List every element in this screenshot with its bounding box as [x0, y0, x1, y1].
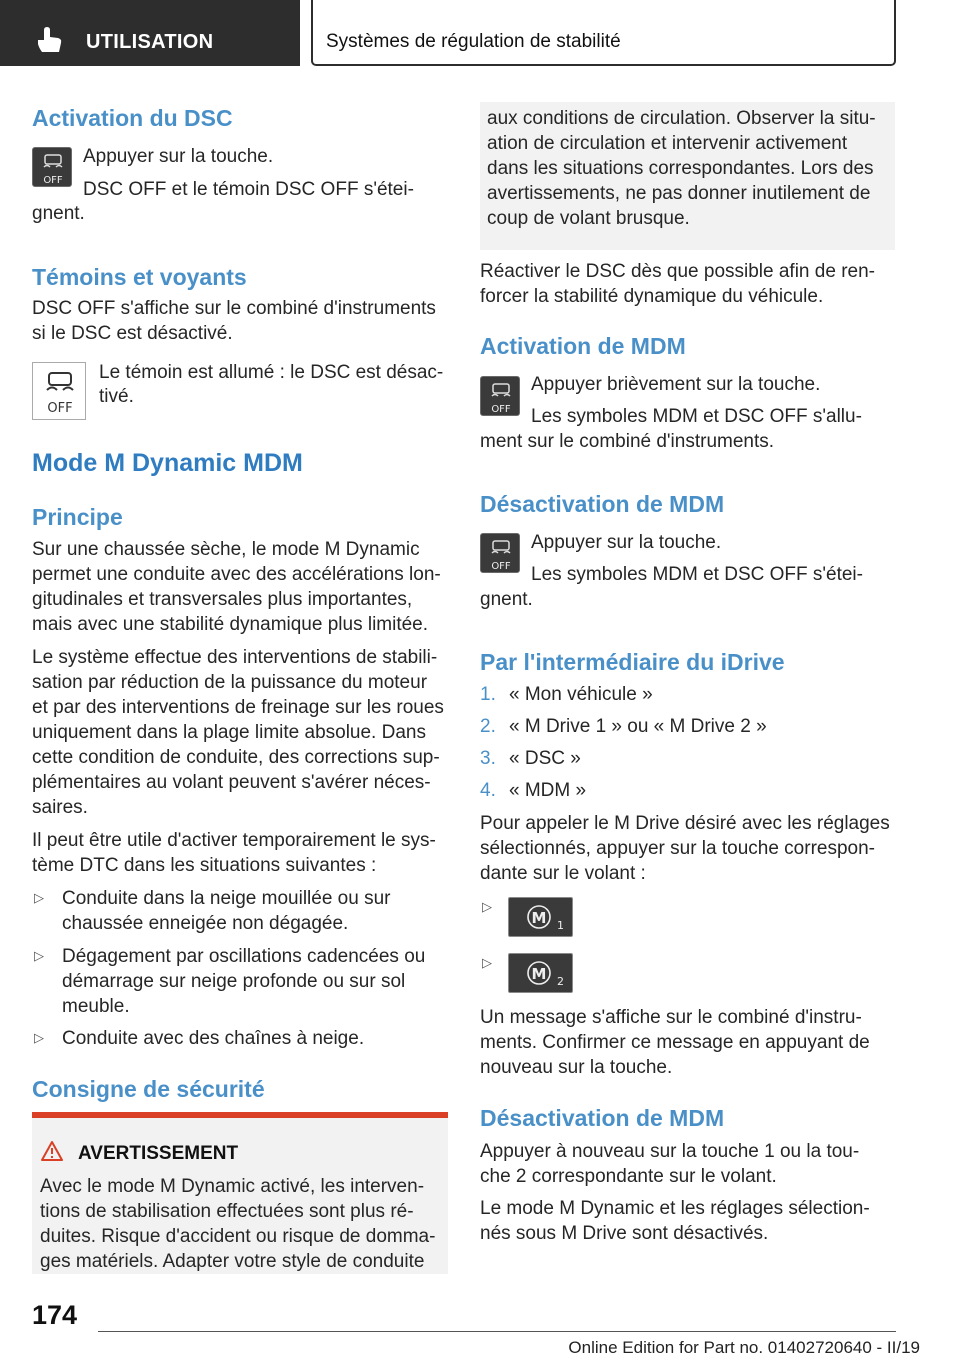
text-line: uniquement dans la plage limite absolue. Dans	[32, 722, 426, 743]
text-line: Pour appeler le M Drive désiré avec les réglages	[480, 813, 890, 834]
text-line: Sur une chaussée sèche, le mode M Dynamic	[32, 539, 420, 560]
step-text: « Mon véhicule »	[509, 684, 653, 705]
list-item-line: Conduite dans la neige mouillée ou sur	[62, 888, 391, 909]
warning-triangle-icon	[40, 1140, 64, 1162]
warning-line: coup de volant brusque.	[487, 208, 690, 229]
text-line: gnent.	[480, 589, 533, 610]
text-line: Le système effectue des interventions de stabili‐	[32, 647, 438, 668]
heading-consigne: Consigne de sécurité	[32, 1076, 265, 1102]
text-line: Appuyer à nouveau sur la touche 1 ou la tou‐	[480, 1141, 860, 1162]
text-line: saires.	[32, 797, 88, 818]
text-line: Le mode M Dynamic et les réglages sélection‐	[480, 1198, 870, 1219]
step-number: 4.	[480, 780, 496, 801]
step-text: « DSC »	[509, 748, 581, 769]
text-line: mais avec une stabilité dynamique plus limitée.	[32, 614, 429, 635]
svg-text:OFF: OFF	[491, 404, 511, 415]
warning-line: duites. Risque d'accident ou risque de domma‐	[40, 1226, 436, 1247]
text-line: nouveau sur la touche.	[480, 1057, 673, 1078]
svg-text:OFF: OFF	[491, 561, 511, 572]
list-item-line: démarrage sur neige profonde ou sur sol	[62, 971, 406, 992]
text-line: si le DSC est désactivé.	[32, 323, 233, 344]
text-line: gnent.	[32, 203, 85, 224]
hand-pointer-icon	[32, 26, 66, 54]
text-line: Réactiver le DSC dès que possible afin de ren‐	[480, 261, 875, 282]
text-line: che 2 correspondante sur le volant.	[480, 1166, 777, 1187]
bullet-icon: ▷	[34, 948, 44, 963]
heading-temoins: Témoins et voyants	[32, 264, 247, 290]
text-line: sélectionnés, appuyer sur la touche correspon‐	[480, 838, 876, 859]
svg-text:1: 1	[557, 919, 564, 932]
svg-text:2: 2	[557, 975, 564, 988]
warning-line: aux conditions de circulation. Observer la situ‐	[487, 108, 876, 129]
text-line: ments. Confirmer ce message en appuyant de	[480, 1032, 870, 1053]
text-line: sation par réduction de la puissance du moteur	[32, 672, 428, 693]
m1-button-icon	[508, 897, 573, 937]
text-line: et par des interventions de freinage sur les roues	[32, 697, 444, 718]
heading-principe: Principe	[32, 504, 123, 530]
list-item-line: meuble.	[62, 996, 130, 1017]
step-number: 3.	[480, 748, 496, 769]
text-line: nés sous M Drive sont désactivés.	[480, 1223, 769, 1244]
heading-activation-mdm: Activation de MDM	[480, 333, 686, 359]
text-line: Les symboles MDM et DSC OFF s'étei‐	[531, 564, 863, 585]
text-line: ment sur le combiné d'instruments.	[480, 431, 775, 452]
header-title: Systèmes de régulation de stabilité	[326, 31, 621, 52]
bullet-icon: ▷	[482, 899, 492, 914]
text-line: dante sur le volant :	[480, 863, 646, 884]
text-line: Les symboles MDM et DSC OFF s'allu‐	[531, 406, 862, 427]
text-line: Appuyer sur la touche.	[83, 146, 274, 167]
step-number: 2.	[480, 716, 496, 737]
heading-desactivation-mdm: Désactivation de MDM	[480, 491, 725, 517]
warning-line: Avec le mode M Dynamic activé, les interven‐	[40, 1176, 425, 1197]
list-item-line: chaussée enneigée non dégagée.	[62, 913, 349, 934]
text-line: DSC OFF s'affiche sur le combiné d'instruments	[32, 298, 436, 319]
footer-edition: Online Edition for Part no. 01402720640 - II/19	[568, 1338, 920, 1357]
svg-text:OFF: OFF	[43, 175, 63, 186]
mdm-button-icon	[480, 533, 520, 573]
svg-text:M: M	[531, 965, 547, 983]
step-text: « M Drive 1 » ou « M Drive 2 »	[509, 716, 767, 737]
text-line: tivé.	[99, 386, 134, 407]
step-number: 1.	[480, 684, 496, 705]
header-section-label: UTILISATION	[86, 31, 214, 53]
footer-divider	[98, 1331, 896, 1332]
svg-text:OFF: OFF	[47, 401, 73, 416]
dsc-off-button-icon	[32, 147, 72, 187]
bullet-icon: ▷	[34, 890, 44, 905]
text-line: gitudinales et transversales plus importantes,	[32, 589, 413, 610]
page-number: 174	[32, 1300, 78, 1330]
text-line: Appuyer sur la touche.	[531, 532, 722, 553]
bullet-icon: ▷	[482, 955, 492, 970]
warning-line: tions de stabilisation effectuées sont plus ré‐	[40, 1201, 414, 1222]
text-line: Le témoin est allumé : le DSC est désac‐	[99, 362, 444, 383]
step-text: « MDM »	[509, 780, 587, 801]
warning-line: ation de circulation et intervenir activement	[487, 133, 848, 154]
text-line: Appuyer brièvement sur la touche.	[531, 374, 821, 395]
warning-line: ges matériels. Adapter votre style de conduite	[40, 1251, 425, 1272]
heading-desactivation-mdm-2: Désactivation de MDM	[480, 1105, 725, 1131]
mdm-button-icon	[480, 376, 520, 416]
heading-idrive: Par l'intermédiaire du iDrive	[480, 649, 785, 675]
text-line: tème DTC dans les situations suivantes :	[32, 855, 377, 876]
text-line: DSC OFF et le témoin DSC OFF s'étei‐	[83, 179, 414, 200]
warning-title: AVERTISSEMENT	[78, 1143, 239, 1164]
list-item-line: Conduite avec des chaînes à neige.	[62, 1028, 365, 1049]
bullet-icon: ▷	[34, 1030, 44, 1045]
text-line: Il peut être utile d'activer temporairement le sys‐	[32, 830, 436, 851]
dsc-off-indicator-icon	[32, 362, 86, 420]
text-line: plémentaires au volant peuvent s'avérer néces‐	[32, 772, 431, 793]
text-line: cette condition de conduite, des corrections sup‐	[32, 747, 440, 768]
heading-mode-mdm: Mode M Dynamic MDM	[32, 449, 303, 477]
heading-activation-dsc: Activation du DSC	[32, 105, 233, 131]
text-line: permet une conduite avec des accélérations lon‐	[32, 564, 441, 585]
text-line: forcer la stabilité dynamique du véhicule.	[480, 286, 824, 307]
svg-text:M: M	[531, 909, 547, 927]
text-line: Un message s'affiche sur le combiné d'instru‐	[480, 1007, 862, 1028]
warning-line: dans les situations correspondantes. Lors des	[487, 158, 874, 179]
list-item-line: Dégagement par oscillations cadencées ou	[62, 946, 426, 967]
warning-line: avertissements, ne pas donner inutilement de	[487, 183, 871, 204]
m2-button-icon	[508, 953, 573, 993]
